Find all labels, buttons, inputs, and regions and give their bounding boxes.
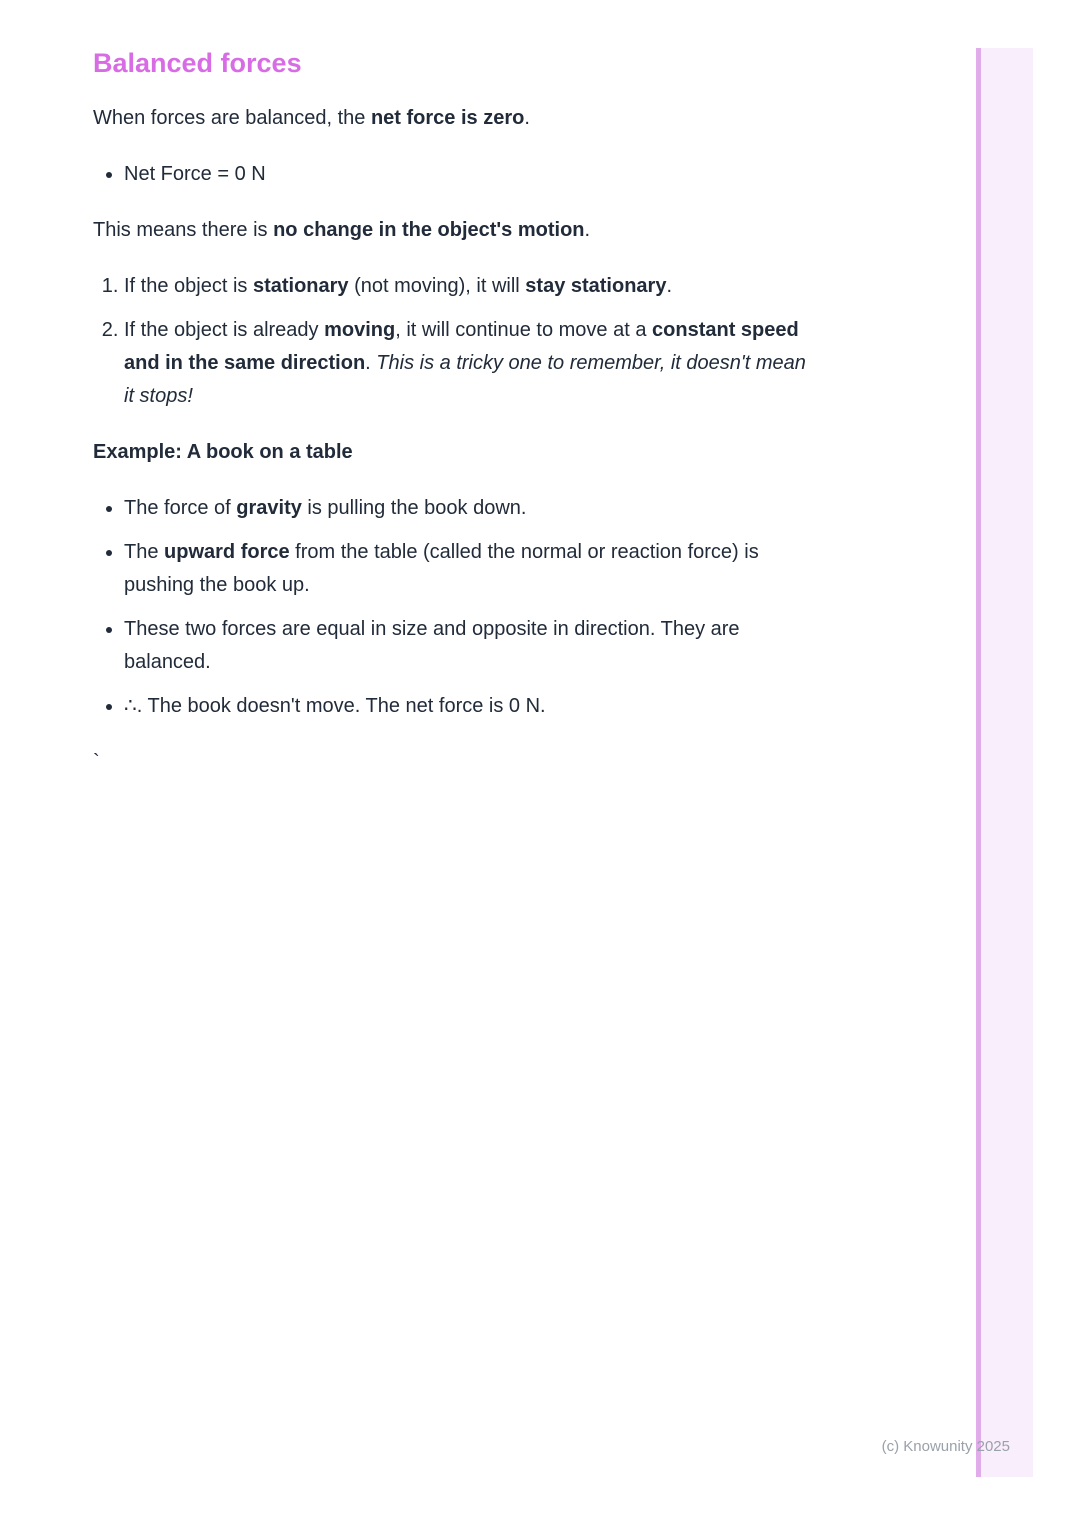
rules-ordered-list [93,270,813,413]
list-item [124,314,813,413]
list-item [124,270,813,303]
text-segment: gravity [236,497,302,519]
text-segment: This is a tricky one to remember, it doesn't mean it stops! [124,352,806,407]
note-page-content [93,47,813,802]
text-segment: The force of [124,497,237,519]
text-segment: . [365,352,377,374]
text-segment: . [666,275,673,297]
text-segment: If the object is [124,275,253,297]
example-bullet-list [93,492,813,723]
text-segment: net force is zero [370,107,525,129]
text-segment: moving [324,319,396,341]
list-item [124,690,813,723]
text-segment: If the object is already [124,319,325,341]
list-item [124,613,813,679]
text-segment: upward force [164,541,290,563]
stray-backtick-text: ` [93,751,100,773]
text-segment: . [524,107,530,129]
intro-paragraph [93,102,813,135]
text-segment: These two forces are equal in size and opposite in direction. They are balanced. [124,618,740,673]
text-segment: This means there is [93,219,274,241]
right-margin-stripe [976,48,1033,1477]
example-heading: Example: A book on a table [93,441,353,463]
text-segment: Net Force = 0 N [124,163,266,185]
text-segment: is pulling the book down. [301,497,527,519]
net-force-list [93,158,813,191]
text-segment: no change in the object's motion [273,219,585,241]
copyright-text: (c) Knowunity 2025 [881,1438,1010,1455]
list-item [124,536,813,602]
meaning-paragraph [93,214,813,247]
text-segment: When forces are balanced, the [93,107,371,129]
text-segment: constant speed and in the same direction [124,319,799,374]
text-segment: . [584,219,591,241]
text-segment: (not moving), it will [348,275,526,297]
section-heading: Balanced forces [93,48,302,78]
text-segment: stationary [252,275,349,297]
text-segment: , it will continue to move at a [395,319,653,341]
text-segment: from the table (called the normal or reaction force) is pushing the book up. [124,541,759,596]
text-segment: The [124,541,165,563]
text-segment: ∴. The book doesn't move. The net force is 0 N. [124,695,546,717]
list-item [124,158,813,191]
list-item [124,492,813,525]
text-segment: stay stationary [525,275,667,297]
